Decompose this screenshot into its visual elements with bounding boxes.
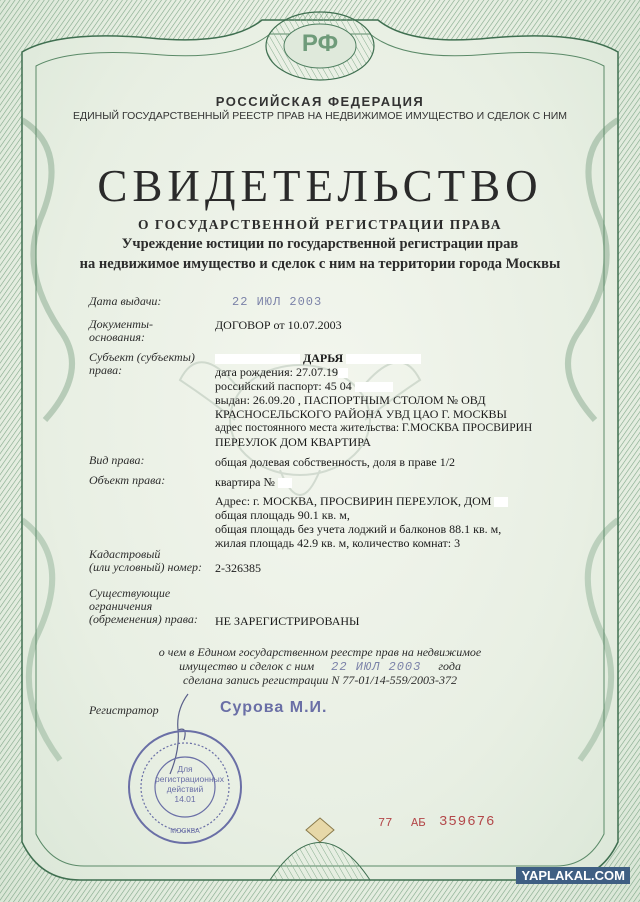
right-type-label: Вид права: [89,453,145,467]
redaction [338,368,348,378]
restrictions-value: НЕ ЗАРЕГИСТРИРОВАНЫ [215,614,360,628]
restrictions-label-line1: Существующие [89,586,171,600]
passport: российский паспорт: 45 04 [215,379,352,393]
redaction [215,354,300,364]
issued-by-line2: КРАСНОСЕЛЬСКОГО РАЙОНА УВД ЦАО Г. МОСКВЫ [215,407,507,421]
cadastral-label-line2: (или условный) номер: [89,560,203,574]
seal-center-line1: Для [177,764,193,774]
object-total-area: общая площадь 90.1 кв. м, [215,508,350,522]
seal-center-line3: действий [166,784,204,794]
record-line-2-text: имущество и сделок с ним [179,659,315,673]
object-address: Адрес: г. МОСКВА, ПРОСВИРИН ПЕРЕУЛОК, ДОМ [215,494,492,508]
record-line-3: сделана запись регистрации N 77-01/14-559/2003-372 [182,673,458,687]
registrar-label: Регистратор [89,703,159,717]
institution-line-1: Учреждение юстиции по государственной регистрации прав [121,236,519,252]
right-type-value: общая долевая собственность, доля в праве 1/2 [215,455,456,469]
seal-bottom-text: МОСКВА [170,828,200,835]
object-apartment: квартира № [215,475,275,489]
restrictions-label [89,587,214,626]
record-line-2 [100,659,540,674]
seal-center-line4: 14.01 [174,794,196,804]
cadastral-label-line1: Кадастровый [89,547,161,561]
issued-by: выдан: 26.09.20 , ПАСПОРТНЫМ СТОЛОМ № ОВД [215,393,486,407]
emblem-monogram: РФ [301,30,339,57]
issue-date-stamp: 22 ИЮЛ 2003 [232,295,323,309]
site-watermark: YAPLAKAL.COM [516,867,630,884]
issue-date-label: Дата выдачи: [89,294,162,308]
registry-heading: ЕДИНЫЙ ГОСУДАРСТВЕННЫЙ РЕЕСТР ПРАВ НА НЕДВИЖИМОЕ ИМУЩЕСТВО И СДЕЛОК С НИМ [72,110,568,122]
object-living-area: жилая площадь 42.9 кв. м, количество комнат: 3 [215,536,461,550]
redaction [278,478,292,488]
subject-name: ДАРЬЯ [303,351,344,365]
redaction [494,497,508,507]
cadastral-value: 2-326385 [215,561,261,575]
record-date-stamp: 22 ИЮЛ 2003 [331,660,422,674]
redaction [346,354,421,364]
subject-label-line1: Субъект (субъекты) [89,350,195,364]
record-line-1: о чем в Едином государственном реестре прав на недвижимое [158,645,482,659]
record-year-suffix: года [438,659,461,673]
seal-center-line2: регистрационных [155,774,224,784]
cadastral-label [89,548,214,574]
documents-label-line2: основания: [89,330,145,344]
object-label: Объект права: [89,473,166,487]
documents-label-line1: Документы- [89,317,154,331]
registrar-name: Сурова М.И. [220,699,328,716]
subject-label-line2: права: [89,363,123,377]
documents-label [89,318,214,344]
serial-region: 77 [378,816,393,830]
country-heading: РОССИЙСКАЯ ФЕДЕРАЦИЯ [215,94,425,109]
subject-details [215,351,575,449]
official-seal [126,728,244,846]
restrictions-label-line2: ограничения [89,599,153,613]
restrictions-label-line3: (обременения) права: [89,612,198,626]
redaction [355,382,393,392]
document-subtitle: О ГОСУДАРСТВЕННОЙ РЕГИСТРАЦИИ ПРАВА [138,217,502,232]
serial-series: АБ [411,816,426,830]
object-area-no-balconies: общая площадь без учета лоджий и балконов 88.1 кв. м, [215,522,502,536]
document-title: СВИДЕТЕЛЬСТВО [97,161,543,211]
object-details [215,475,575,550]
institution-line-2: на недвижимое имущество и сделок с ним на территории города Москвы [79,256,561,272]
residence-address-1: адрес постоянного места жительства: Г.МОСКВА ПРОСВИРИН [215,422,533,434]
subject-label [89,351,214,377]
serial-number: 359676 [439,814,496,830]
residence-address-2: ПЕРЕУЛОК ДОМ КВАРТИРА [215,435,372,449]
seal-center-text [155,764,224,804]
documents-value: ДОГОВОР от 10.07.2003 [215,318,342,332]
birth-date: дата рождения: 27.07.19 [215,365,338,379]
